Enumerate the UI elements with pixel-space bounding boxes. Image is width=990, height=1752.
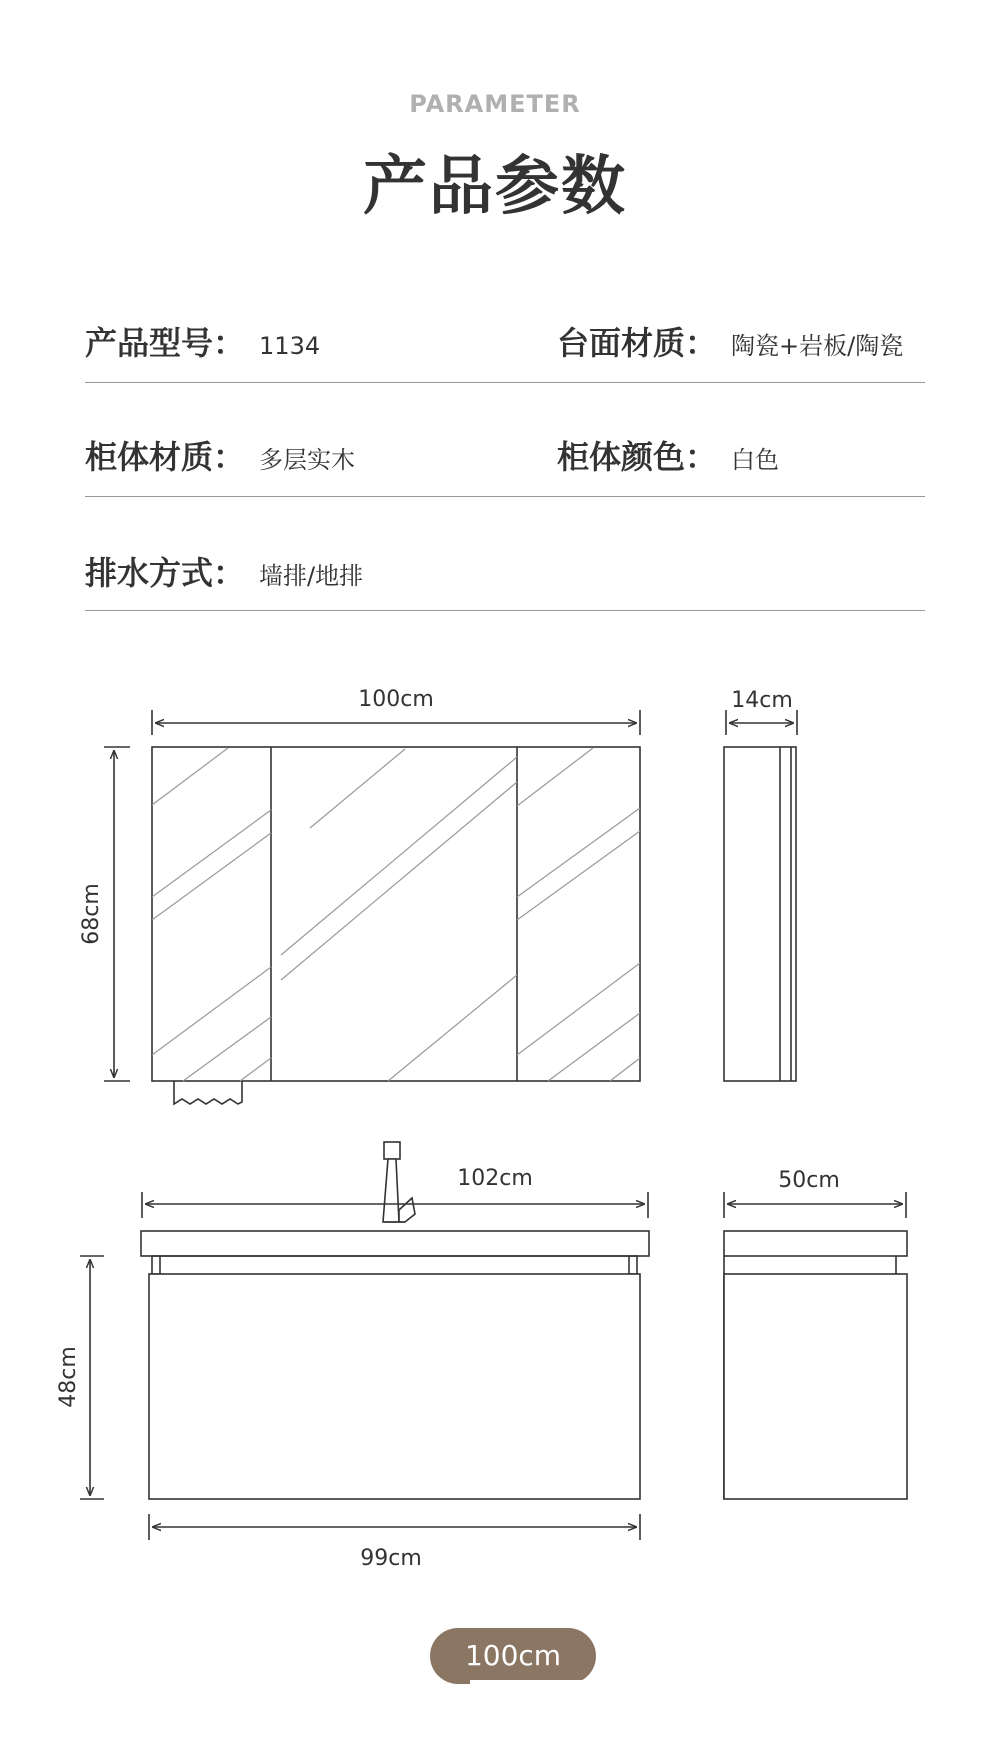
param-cabinet-color-value: 白色	[731, 446, 780, 474]
badge-mask	[470, 1680, 610, 1752]
param-model-colon: ：	[213, 324, 246, 362]
param-drainage-label: 排水方式	[85, 554, 214, 592]
size-badge: 100cm	[430, 1628, 596, 1684]
countertop-side	[724, 1231, 907, 1256]
param-countertop-value: 陶瓷+岩板/陶瓷	[731, 332, 904, 360]
countertop-front	[141, 1231, 649, 1256]
param-cabinet-color-label: 柜体颜色	[557, 438, 686, 476]
mirror-width-label: 100cm	[358, 687, 434, 712]
countertop-leg	[152, 1256, 160, 1274]
mirror-height-label: 68cm	[79, 883, 104, 945]
param-cabinet-material-value: 多层实木	[259, 446, 356, 474]
param-drainage-value: 墙排/地排	[259, 562, 364, 590]
page-title: 产品参数	[363, 150, 627, 224]
cabinet-height-label: 48cm	[56, 1346, 81, 1408]
param-model-value: 1134	[259, 332, 321, 360]
switch-box	[174, 1081, 242, 1104]
basin-width-label: 102cm	[457, 1166, 533, 1191]
countertop-leg	[629, 1256, 637, 1274]
faucet	[383, 1142, 415, 1222]
basin-depth-label: 50cm	[778, 1168, 840, 1193]
mirror-cabinet-side	[724, 747, 796, 1081]
param-cabinet-material-label: 柜体材质	[85, 438, 214, 476]
vanity-cabinet-side	[724, 1274, 907, 1499]
page-subtitle: PARAMETER	[409, 90, 581, 118]
mirror-cabinet-front	[152, 747, 640, 1081]
param-drainage-colon: ：	[213, 554, 246, 592]
param-model-label: 产品型号	[85, 324, 214, 362]
vanity-cabinet-front	[149, 1274, 640, 1499]
param-countertop-label: 台面材质	[557, 324, 686, 362]
param-cabinet-material-colon: ：	[213, 438, 246, 476]
cabinet-width-label: 99cm	[360, 1546, 422, 1571]
param-countertop-colon: ：	[685, 324, 718, 362]
mirror-depth-label: 14cm	[731, 688, 793, 713]
param-cabinet-color-colon: ：	[685, 438, 718, 476]
